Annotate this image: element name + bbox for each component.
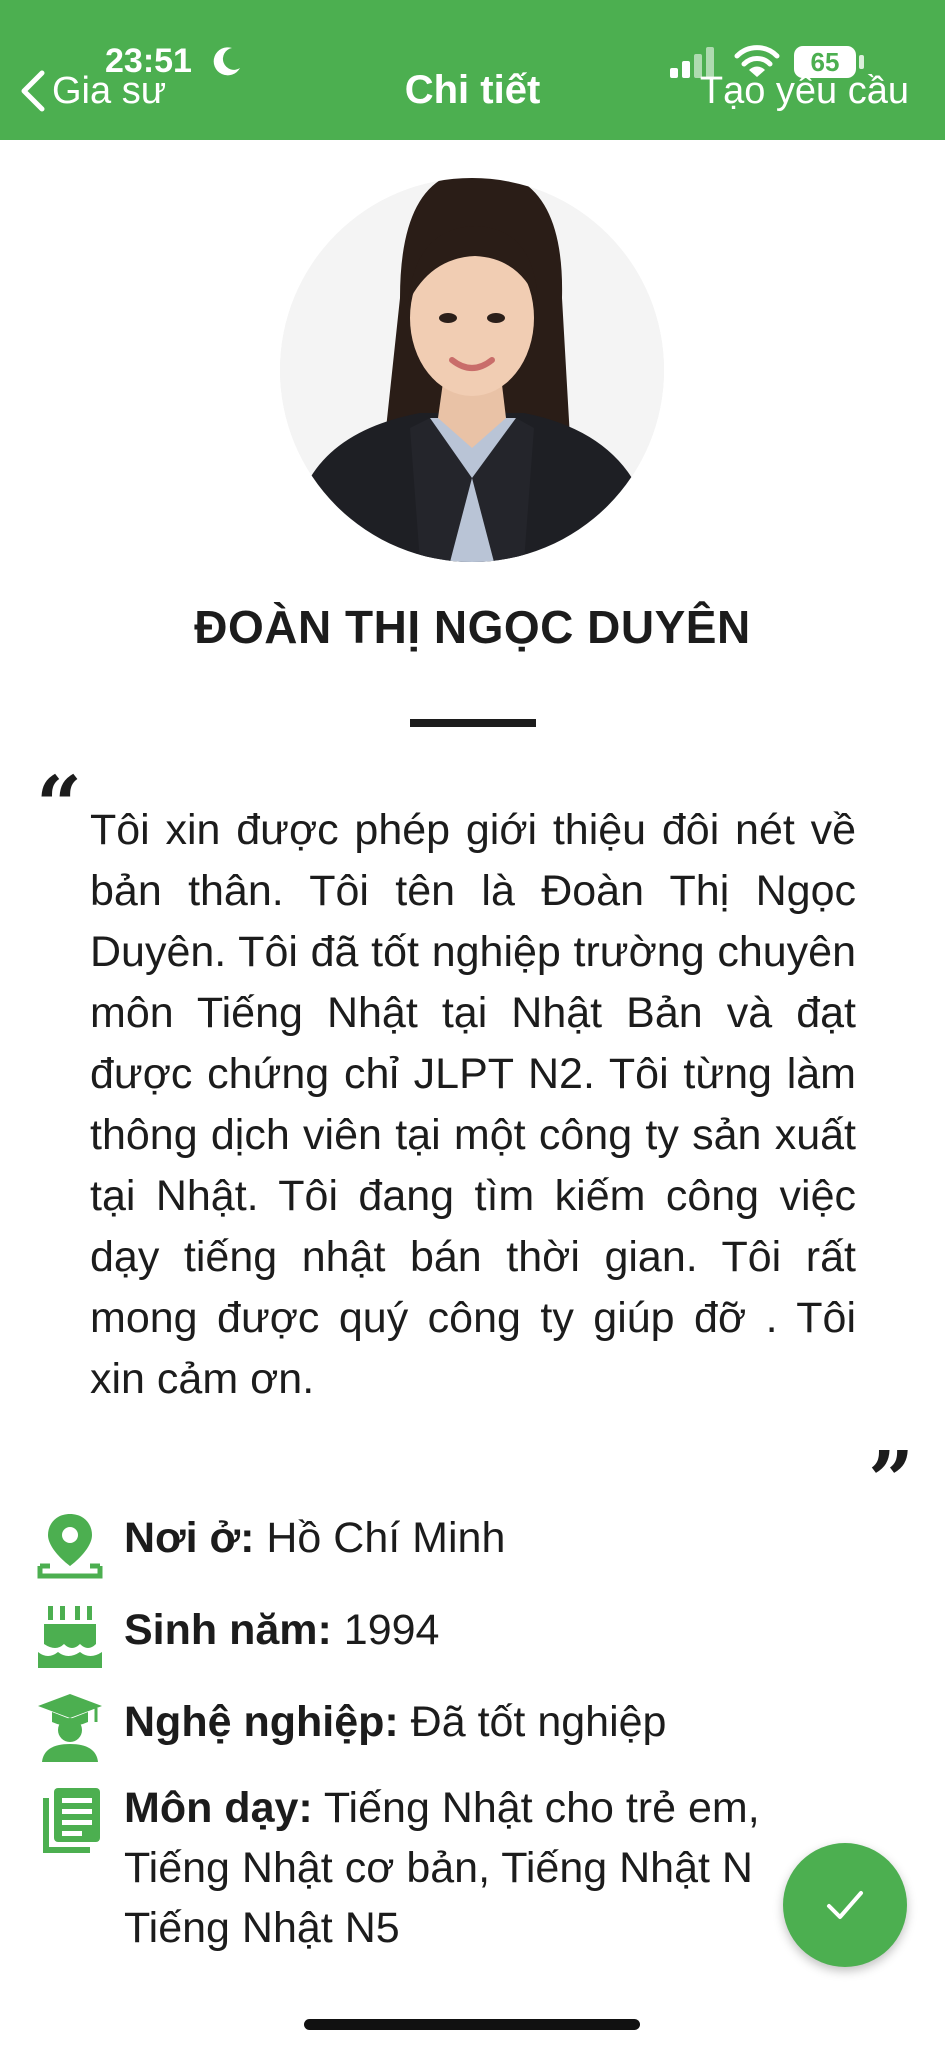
info-birth-year [124,1600,824,1660]
document-list-icon [36,1784,104,1856]
info-subjects [124,1778,814,1958]
info-occupation [124,1692,824,1752]
chevron-left-icon [18,69,48,113]
avatar [280,178,664,562]
quote-close-icon: ” [868,1433,915,1527]
location-pin-icon [36,1508,104,1580]
home-indicator[interactable] [304,2019,640,2030]
profile-photo [280,178,664,562]
residence-label: Nơi ở: [124,1514,255,1562]
battery-indicator: 65 [794,46,856,78]
back-label: Gia sư [52,69,167,112]
page-title: Chi tiết [404,68,541,112]
confirm-fab-button[interactable] [783,1843,907,1967]
tutor-name: ĐOÀN THỊ NGỌC DUYÊN [194,601,751,653]
graduate-icon [36,1692,104,1764]
name-divider [410,719,536,727]
residence-value: Hồ Chí Minh [266,1514,506,1562]
quote-open-icon: “ [36,758,83,852]
subjects-value-line3: Tiếng Nhật N5 [124,1904,400,1952]
create-request-button[interactable]: Tạo yêu cầu [699,70,909,112]
birth-year-value: 1994 [343,1606,440,1654]
battery-tip [859,55,864,69]
subjects-label: Môn dạy: [124,1784,313,1832]
subjects-value: Tiếng Nhật cho trẻ em, Tiếng Nhật cơ bản, Tiếng Nhật N [124,1784,760,1892]
birth-year-label: Sinh năm: [124,1606,332,1654]
status-time: 23:51 [105,42,192,80]
app-header [0,0,945,140]
occupation-label: Nghệ nghiệp: [124,1698,399,1746]
checkmark-icon [821,1881,869,1929]
bio-text: Tôi xin được phép giới thiệu đôi nét về bản thân. Tôi tên là Đoàn Thị Ngọc Duyên. Tôi đã tốt nghiệp trường chuyên môn Tiếng Nhật tại Nhật Bản và đạt được chứng chỉ JLPT N2. Tôi từng làm thông dịch viên tại một công ty sản xuất tại Nhật. Tôi đang tìm kiếm công việc dạy tiếng nhật bán thời gian. Tôi rất mong được quý công ty giúp đỡ . Tôi xin cảm ơn. [90,806,856,1403]
back-button[interactable] [18,66,166,116]
moon-icon [210,44,244,78]
birthday-cake-icon [36,1600,104,1672]
info-residence [124,1508,824,1568]
occupation-value: Đã tốt nghiệp [410,1698,667,1746]
